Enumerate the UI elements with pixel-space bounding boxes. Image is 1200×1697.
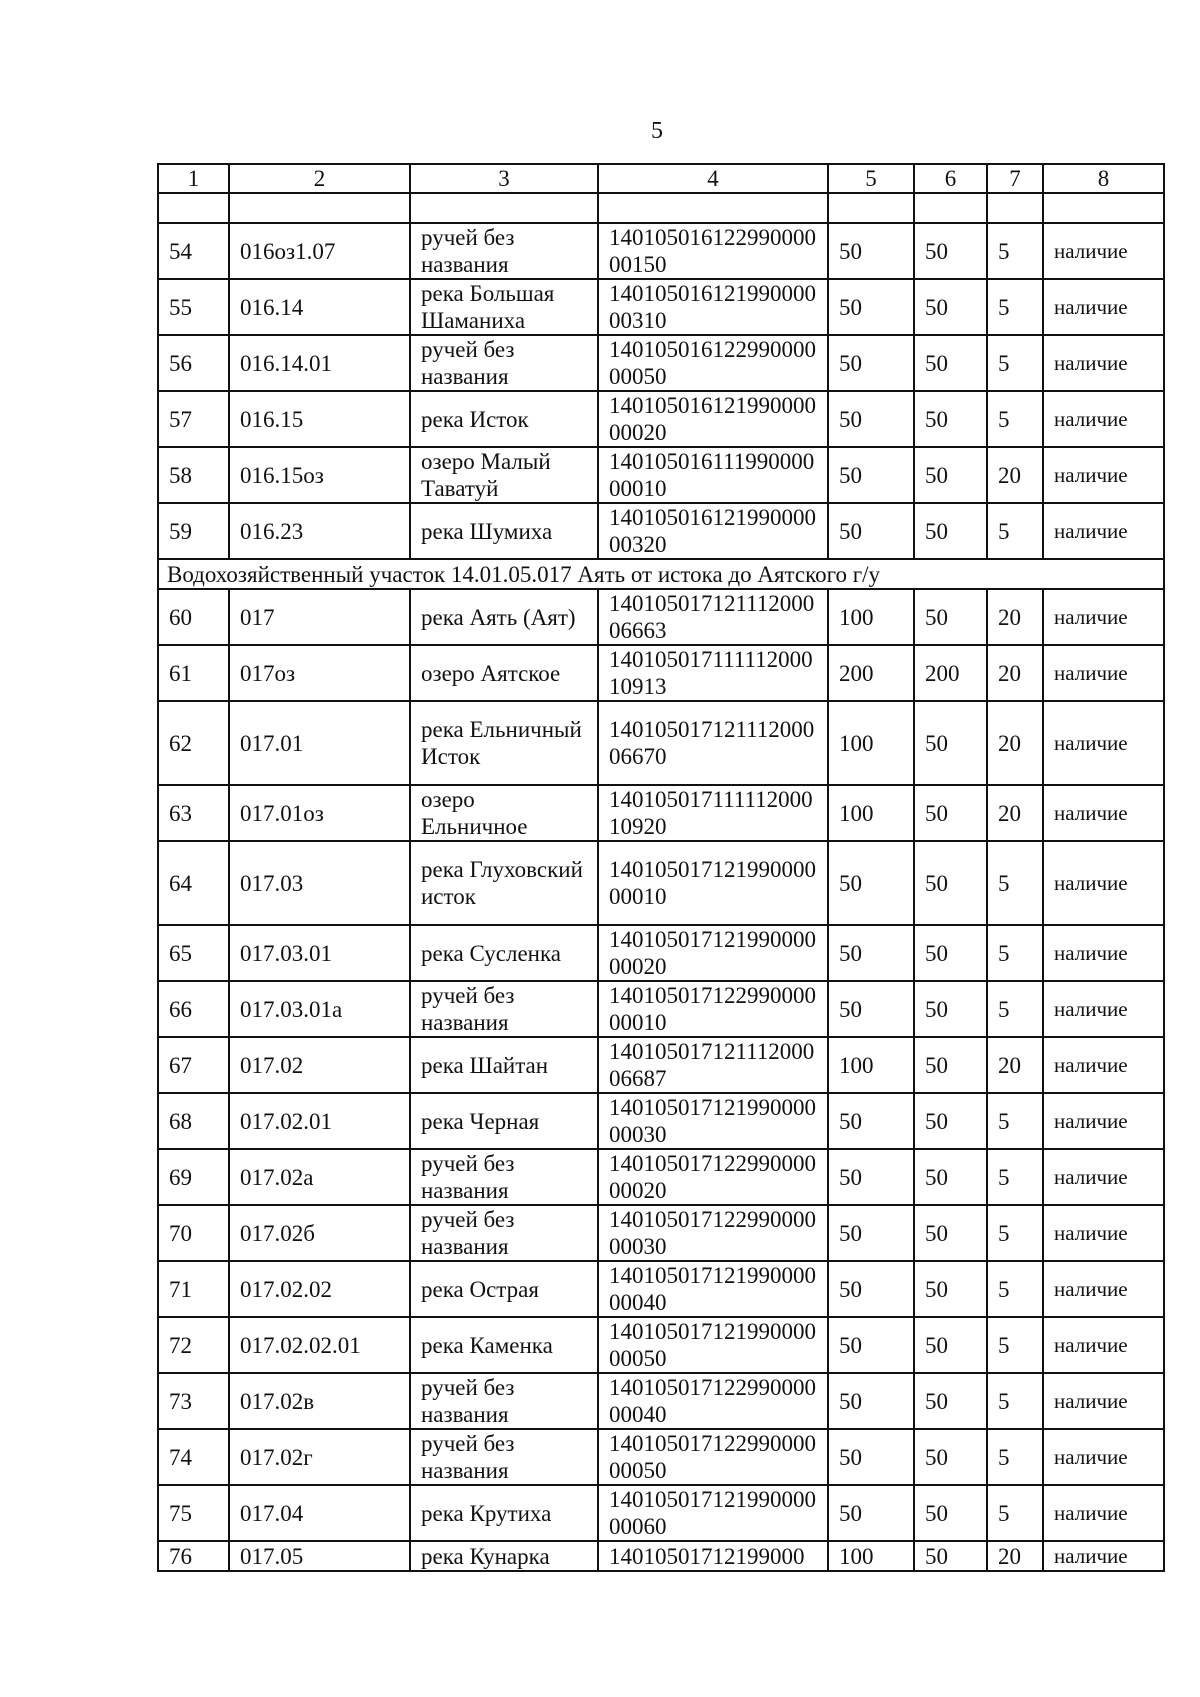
presence-cell: наличие	[1043, 1541, 1164, 1571]
water-body-name-cell: ручей без названия	[410, 1373, 598, 1429]
column-7-cell: 20	[987, 447, 1043, 503]
water-body-name-cell: река Черная	[410, 1093, 598, 1149]
table-row	[158, 1261, 1164, 1317]
presence-cell: наличие	[1043, 1037, 1164, 1093]
column-5-cell: 100	[828, 785, 914, 841]
column-7-cell: 20	[987, 785, 1043, 841]
registry-code-cell: 14010501712111200006687	[598, 1037, 828, 1093]
presence-cell: наличие	[1043, 447, 1164, 503]
registry-code-cell: 14010501712199000000030	[598, 1093, 828, 1149]
table-row	[158, 841, 1164, 925]
column-5-cell: 50	[828, 841, 914, 925]
water-body-code-cell: 017	[229, 589, 410, 645]
column-7-cell: 20	[987, 589, 1043, 645]
column-7-cell: 20	[987, 1541, 1043, 1571]
column-7-cell: 5	[987, 1261, 1043, 1317]
presence-cell: наличие	[1043, 1373, 1164, 1429]
table-row	[158, 335, 1164, 391]
registry-code-cell: 14010501712199000000050	[598, 1317, 828, 1373]
column-7-cell: 5	[987, 223, 1043, 279]
column-number-row	[158, 164, 1164, 193]
column-6-cell: 50	[914, 841, 987, 925]
column-5-cell: 100	[828, 1037, 914, 1093]
table-row	[158, 1149, 1164, 1205]
table-row	[158, 391, 1164, 447]
column-5-cell: 50	[828, 1373, 914, 1429]
water-body-code-cell: 017.05	[229, 1541, 410, 1571]
row-number-cell: 56	[158, 335, 229, 391]
column-7-cell: 5	[987, 335, 1043, 391]
column-5-cell: 50	[828, 1317, 914, 1373]
column-7-cell: 20	[987, 1037, 1043, 1093]
table-row	[158, 589, 1164, 645]
presence-cell: наличие	[1043, 279, 1164, 335]
blank-row	[158, 193, 1164, 223]
empty-cell	[987, 193, 1043, 223]
section-title: Водохозяйственный участок 14.01.05.017 Аять от истока до Аятского г/у	[158, 559, 1164, 589]
column-6-cell: 50	[914, 1317, 987, 1373]
presence-cell: наличие	[1043, 1149, 1164, 1205]
water-body-name-cell: ручей без названия	[410, 335, 598, 391]
row-number-cell: 59	[158, 503, 229, 559]
column-5-cell: 100	[828, 589, 914, 645]
column-6-cell: 50	[914, 1429, 987, 1485]
column-7-cell: 5	[987, 1317, 1043, 1373]
table-row	[158, 1093, 1164, 1149]
table-row	[158, 981, 1164, 1037]
presence-cell: наличие	[1043, 391, 1164, 447]
table-row	[158, 1429, 1164, 1485]
water-body-code-cell: 016.14	[229, 279, 410, 335]
water-body-code-cell: 017.02.02.01	[229, 1317, 410, 1373]
presence-cell: наличие	[1043, 335, 1164, 391]
registry-code-cell: 14010501711111200010913	[598, 645, 828, 701]
column-5-cell: 50	[828, 447, 914, 503]
column-6-cell: 50	[914, 1541, 987, 1571]
water-body-code-cell: 016.23	[229, 503, 410, 559]
row-number-cell: 70	[158, 1205, 229, 1261]
column-6-cell: 50	[914, 223, 987, 279]
column-number: 8	[1043, 164, 1164, 193]
presence-cell: наличие	[1043, 1205, 1164, 1261]
water-body-code-cell: 017.04	[229, 1485, 410, 1541]
table-row	[158, 645, 1164, 701]
row-number-cell: 74	[158, 1429, 229, 1485]
table-body	[158, 164, 1164, 1571]
water-body-name-cell: озеро Ельничное	[410, 785, 598, 841]
table-row	[158, 503, 1164, 559]
column-5-cell: 100	[828, 1541, 914, 1571]
column-6-cell: 50	[914, 1261, 987, 1317]
water-body-code-cell: 016оз1.07	[229, 223, 410, 279]
column-number: 2	[229, 164, 410, 193]
column-6-cell: 50	[914, 447, 987, 503]
water-body-name-cell: ручей без названия	[410, 1429, 598, 1485]
table-row	[158, 279, 1164, 335]
column-5-cell: 50	[828, 391, 914, 447]
water-body-code-cell: 017.03.01а	[229, 981, 410, 1037]
presence-cell: наличие	[1043, 1317, 1164, 1373]
water-body-code-cell: 016.15оз	[229, 447, 410, 503]
column-7-cell: 20	[987, 645, 1043, 701]
empty-cell	[410, 193, 598, 223]
water-body-code-cell: 017.02.01	[229, 1093, 410, 1149]
column-5-cell: 50	[828, 223, 914, 279]
table-row	[158, 1205, 1164, 1261]
column-6-cell: 200	[914, 645, 987, 701]
row-number-cell: 75	[158, 1485, 229, 1541]
column-number: 7	[987, 164, 1043, 193]
registry-code-cell: 14010501712299000000010	[598, 981, 828, 1037]
table-row	[158, 925, 1164, 981]
water-body-code-cell: 017.02а	[229, 1149, 410, 1205]
water-body-name-cell: река Глуховский исток	[410, 841, 598, 925]
presence-cell: наличие	[1043, 503, 1164, 559]
presence-cell: наличие	[1043, 589, 1164, 645]
row-number-cell: 58	[158, 447, 229, 503]
registry-code-cell: 14010501612199000000020	[598, 391, 828, 447]
column-6-cell: 50	[914, 1373, 987, 1429]
registry-code-cell: 14010501612199000000310	[598, 279, 828, 335]
row-number-cell: 71	[158, 1261, 229, 1317]
presence-cell: наличие	[1043, 645, 1164, 701]
column-5-cell: 50	[828, 503, 914, 559]
row-number-cell: 61	[158, 645, 229, 701]
column-6-cell: 50	[914, 279, 987, 335]
table-row	[158, 701, 1164, 785]
water-body-code-cell: 017.02б	[229, 1205, 410, 1261]
row-number-cell: 68	[158, 1093, 229, 1149]
water-body-code-cell: 017.03	[229, 841, 410, 925]
empty-cell	[229, 193, 410, 223]
table-row	[158, 1373, 1164, 1429]
column-number: 1	[158, 164, 229, 193]
water-body-name-cell: ручей без названия	[410, 1149, 598, 1205]
column-6-cell: 50	[914, 391, 987, 447]
table-row	[158, 1485, 1164, 1541]
table-row	[158, 223, 1164, 279]
water-body-code-cell: 017.01	[229, 701, 410, 785]
water-body-code-cell: 017.02г	[229, 1429, 410, 1485]
registry-code-cell: 14010501712299000000050	[598, 1429, 828, 1485]
column-5-cell: 50	[828, 981, 914, 1037]
table-row	[158, 785, 1164, 841]
row-number-cell: 67	[158, 1037, 229, 1093]
column-7-cell: 5	[987, 503, 1043, 559]
water-body-name-cell: ручей без названия	[410, 981, 598, 1037]
column-5-cell: 50	[828, 1485, 914, 1541]
water-body-name-cell: река Шайтан	[410, 1037, 598, 1093]
column-7-cell: 5	[987, 391, 1043, 447]
page-number: 5	[651, 118, 663, 144]
water-body-name-cell: ручей без названия	[410, 1205, 598, 1261]
row-number-cell: 60	[158, 589, 229, 645]
registry-code-cell: 14010501712199000	[598, 1541, 828, 1571]
water-body-name-cell: река Сусленка	[410, 925, 598, 981]
column-5-cell: 50	[828, 335, 914, 391]
row-number-cell: 72	[158, 1317, 229, 1373]
table-row	[158, 1037, 1164, 1093]
section-row	[158, 559, 1164, 589]
row-number-cell: 65	[158, 925, 229, 981]
registry-code-cell: 14010501612299000000050	[598, 335, 828, 391]
presence-cell: наличие	[1043, 785, 1164, 841]
column-6-cell: 50	[914, 335, 987, 391]
column-number: 5	[828, 164, 914, 193]
registry-code-cell: 14010501612199000000320	[598, 503, 828, 559]
column-7-cell: 5	[987, 1205, 1043, 1261]
column-6-cell: 50	[914, 1093, 987, 1149]
water-body-code-cell: 016.15	[229, 391, 410, 447]
water-body-name-cell: озеро Аятское	[410, 645, 598, 701]
water-body-code-cell: 017.03.01	[229, 925, 410, 981]
row-number-cell: 57	[158, 391, 229, 447]
column-number: 3	[410, 164, 598, 193]
water-body-code-cell: 016.14.01	[229, 335, 410, 391]
column-5-cell: 100	[828, 701, 914, 785]
water-body-name-cell: река Крутиха	[410, 1485, 598, 1541]
column-5-cell: 50	[828, 1205, 914, 1261]
water-body-code-cell: 017.02	[229, 1037, 410, 1093]
row-number-cell: 69	[158, 1149, 229, 1205]
water-body-name-cell: река Исток	[410, 391, 598, 447]
column-6-cell: 50	[914, 1485, 987, 1541]
water-body-name-cell: озеро Малый Таватуй	[410, 447, 598, 503]
presence-cell: наличие	[1043, 841, 1164, 925]
water-body-name-cell: ручей без названия	[410, 223, 598, 279]
registry-code-cell: 14010501712111200006670	[598, 701, 828, 785]
presence-cell: наличие	[1043, 1261, 1164, 1317]
empty-cell	[1043, 193, 1164, 223]
column-5-cell: 50	[828, 279, 914, 335]
column-6-cell: 50	[914, 503, 987, 559]
column-7-cell: 5	[987, 1149, 1043, 1205]
column-5-cell: 50	[828, 1429, 914, 1485]
registry-code-cell: 14010501712199000000040	[598, 1261, 828, 1317]
row-number-cell: 73	[158, 1373, 229, 1429]
row-number-cell: 55	[158, 279, 229, 335]
column-5-cell: 200	[828, 645, 914, 701]
column-6-cell: 50	[914, 1149, 987, 1205]
column-7-cell: 5	[987, 279, 1043, 335]
registry-code-cell: 14010501612299000000150	[598, 223, 828, 279]
empty-cell	[158, 193, 229, 223]
water-body-name-cell: река Острая	[410, 1261, 598, 1317]
registry-code-cell: 14010501712111200006663	[598, 589, 828, 645]
presence-cell: наличие	[1043, 701, 1164, 785]
presence-cell: наличие	[1043, 981, 1164, 1037]
row-number-cell: 63	[158, 785, 229, 841]
column-7-cell: 5	[987, 1373, 1043, 1429]
column-6-cell: 50	[914, 925, 987, 981]
presence-cell: наличие	[1043, 1485, 1164, 1541]
empty-cell	[914, 193, 987, 223]
registry-code-cell: 14010501712199000000010	[598, 841, 828, 925]
column-number: 4	[598, 164, 828, 193]
water-body-name-cell: река Большая Шаманиха	[410, 279, 598, 335]
registry-code-cell: 14010501611199000000010	[598, 447, 828, 503]
column-6-cell: 50	[914, 981, 987, 1037]
table-row	[158, 1541, 1164, 1571]
registry-code-cell: 14010501712199000000020	[598, 925, 828, 981]
row-number-cell: 64	[158, 841, 229, 925]
water-body-name-cell: река Ельничный Исток	[410, 701, 598, 785]
presence-cell: наличие	[1043, 1429, 1164, 1485]
column-6-cell: 50	[914, 785, 987, 841]
column-7-cell: 20	[987, 701, 1043, 785]
column-number: 6	[914, 164, 987, 193]
row-number-cell: 62	[158, 701, 229, 785]
registry-code-cell: 14010501712299000000040	[598, 1373, 828, 1429]
column-6-cell: 50	[914, 1205, 987, 1261]
water-body-code-cell: 017.02.02	[229, 1261, 410, 1317]
column-5-cell: 50	[828, 1261, 914, 1317]
column-7-cell: 5	[987, 981, 1043, 1037]
presence-cell: наличие	[1043, 223, 1164, 279]
column-5-cell: 50	[828, 1093, 914, 1149]
row-number-cell: 76	[158, 1541, 229, 1571]
table-row	[158, 1317, 1164, 1373]
water-body-code-cell: 017.02в	[229, 1373, 410, 1429]
table-row	[158, 447, 1164, 503]
empty-cell	[598, 193, 828, 223]
column-7-cell: 5	[987, 841, 1043, 925]
water-body-code-cell: 017.01оз	[229, 785, 410, 841]
column-6-cell: 50	[914, 701, 987, 785]
water-bodies-table	[157, 163, 1165, 1572]
row-number-cell: 54	[158, 223, 229, 279]
column-7-cell: 5	[987, 925, 1043, 981]
registry-code-cell: 14010501712299000000020	[598, 1149, 828, 1205]
column-5-cell: 50	[828, 925, 914, 981]
column-7-cell: 5	[987, 1429, 1043, 1485]
column-7-cell: 5	[987, 1093, 1043, 1149]
water-body-name-cell: река Каменка	[410, 1317, 598, 1373]
water-body-code-cell: 017оз	[229, 645, 410, 701]
water-body-name-cell: река Кунарка	[410, 1541, 598, 1571]
empty-cell	[828, 193, 914, 223]
water-body-name-cell: река Аять (Аят)	[410, 589, 598, 645]
registry-code-cell: 14010501712199000000060	[598, 1485, 828, 1541]
registry-code-cell: 14010501711111200010920	[598, 785, 828, 841]
presence-cell: наличие	[1043, 1093, 1164, 1149]
presence-cell: наличие	[1043, 925, 1164, 981]
column-6-cell: 50	[914, 589, 987, 645]
registry-code-cell: 14010501712299000000030	[598, 1205, 828, 1261]
column-5-cell: 50	[828, 1149, 914, 1205]
column-7-cell: 5	[987, 1485, 1043, 1541]
water-body-name-cell: река Шумиха	[410, 503, 598, 559]
row-number-cell: 66	[158, 981, 229, 1037]
column-6-cell: 50	[914, 1037, 987, 1093]
